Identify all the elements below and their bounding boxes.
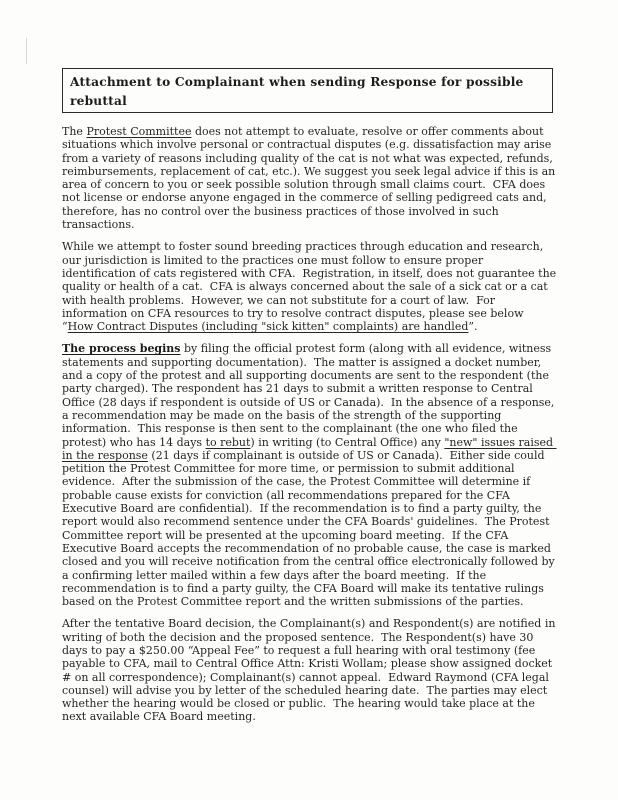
document-title: Attachment to Complainant when sending Response for possible rebuttal [70, 75, 524, 108]
text-segment: does not attempt to evaluate, resolve or offer comments about situations which involve personal or contractual disputes (e.g. dissatisfaction may arise from a variety of reasons including quality of the cat is not what was expected, refunds, reimbursements, replacement of cat, etc.). We suggest you seek legal advice if this is an area of concern to you or seek possible solution through small claims court. CFA does not license or endorse anyone engaged in the commerce of selling pedigreed cats and, therefore, has no control over the business practices of those involved in such transactions. [62, 125, 559, 232]
document-title-box [62, 68, 553, 113]
text-segment: ) in writing (to Central Office) any [250, 435, 445, 449]
text-segment: (21 days if complainant is outside of US or Canada). Either side could petition the Protest Committee for more time, or permission to submit additional evidence. After the submission of the case, the Protest Committee will determine if probable cause exists for conviction (all recommendations prepared for the CFA Executive Board are confidential). If the recommendation is to find a party guilty, the report would also recommend sentence under the CFA Boards' guidelines. The Protest Committee report will be presented at the upcoming board meeting. If the CFA Executive Board accepts the recommendation of no probable cause, the case is marked closed and you will receive notification from the central office electronically followed by a confirming letter mailed within a few days after the board meeting. If the recommendation is to find a party guilty, the CFA Board will make its tentative rulings based on the Protest Committee report and the written submissions of the parties. [62, 448, 559, 609]
text-segment: The [62, 125, 87, 138]
paragraph [62, 617, 558, 723]
paragraph [62, 342, 558, 608]
scan-artifact [26, 38, 27, 64]
text-segment: Protest Committee [86, 125, 192, 138]
paragraph [62, 125, 558, 231]
paragraph [62, 240, 558, 333]
text-segment: The process begins [62, 342, 181, 356]
text-segment: to rebut [205, 435, 251, 449]
text-segment: While we attempt to foster sound breeding practices through education and research, our jurisdiction is limited to the practices one must follow to ensure proper identification of cats registered with CFA. Registration, in itself, does not guarantee the quality or health of a cat. CFA is always concerned about the sale of a sick cat or a cat with health problems. However, we can not substitute for a court of law. For information on CFA resources to try to resolve contract disputes, please see below “ [62, 240, 560, 334]
document-body [62, 125, 558, 724]
text-segment: How Contract Disputes (including "sick kitten" complaints) are handled [67, 320, 469, 334]
text-segment: After the tentative Board decision, the Complainant(s) and Respondent(s) are notified in writing of both the decision and the proposed sentence. The Respondent(s) have 30 days to pay a $250.00 “Appeal Fee” to request a full hearing with oral testimony (fee payable to CFA, mail to Central Office Attn: Kristi Wollam; please show assigned docket # on all correspondence); Complainant(s) cannot appeal. Edward Raymond (CFA legal counsel) will advise you by letter of the scheduled hearing date. The parties may elect whether the hearing would be closed or public. The hearing would take place at the next available CFA Board meeting. [62, 617, 559, 724]
text-segment: "new" issues raised in the response [62, 435, 557, 462]
text-segment: ”. [468, 320, 478, 334]
text-segment: by filing the official protest form (along with all evidence, witness statements and supporting documentation). The matter is assigned a docket number, and a copy of the protest and all supporting documents are sent to the respondent (the party charged). The respondent has 21 days to submit a written response to Central Office (28 days if respondent is outside of US or Canada). In the absence of a response, a recommendation may be made on the basis of the strength of the supporting information. This response is then sent to the complainant (the one who filed the protest) who has 14 days [62, 342, 558, 449]
